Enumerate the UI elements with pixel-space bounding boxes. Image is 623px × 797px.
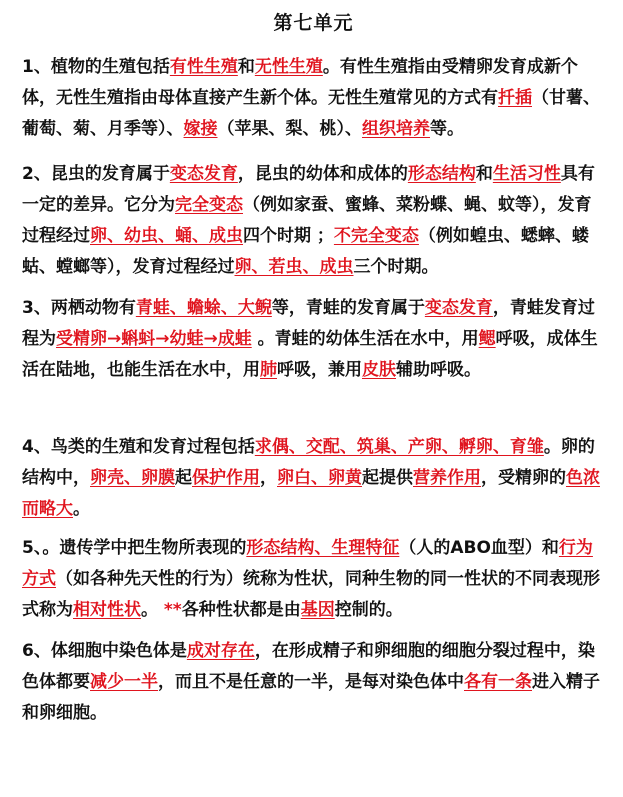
text-segment: 三个时期。 bbox=[353, 257, 439, 277]
text-segment: 控制的。 bbox=[334, 600, 403, 620]
text-segment: （人的ABO血型）和 bbox=[399, 538, 559, 558]
highlighted-term: 营养作用 bbox=[413, 468, 481, 488]
text-segment: ，青蛙发育过程为 bbox=[22, 298, 595, 349]
text-segment: 1、植物的生殖包括 bbox=[22, 57, 170, 77]
highlighted-term: 相对性状 bbox=[73, 600, 141, 620]
highlighted-term: 鳃 bbox=[478, 329, 496, 349]
highlighted-term: 扦插 bbox=[498, 88, 532, 108]
text-segment: ，在形成精子和卵细胞的细胞分裂过程中，染色体都要 bbox=[22, 641, 595, 692]
highlighted-term: 基因 bbox=[300, 600, 335, 620]
highlighted-term: 成对存在 bbox=[186, 641, 255, 661]
paragraph-4 bbox=[22, 432, 605, 525]
highlighted-term: 减少一半 bbox=[90, 672, 158, 692]
text-segment: 辅助呼吸。 bbox=[396, 360, 481, 380]
text-segment: 。卵的结构中， bbox=[22, 437, 595, 488]
text-segment: 2、昆虫的发育属于 bbox=[22, 164, 170, 184]
text-segment: （苹果、梨、桃）、 bbox=[217, 119, 362, 139]
highlighted-term: 嫁接 bbox=[183, 119, 218, 139]
blank-gap bbox=[22, 386, 605, 432]
highlighted-term: 卵、幼虫、蛹、成虫 bbox=[90, 226, 243, 246]
highlighted-term: 卵白、卵黄 bbox=[277, 468, 362, 488]
highlighted-term: 生活习性 bbox=[492, 164, 561, 184]
highlighted-term: 卵壳、卵膜 bbox=[90, 468, 175, 488]
paragraph-2 bbox=[22, 159, 605, 283]
highlighted-term: 无性生殖 bbox=[254, 57, 323, 77]
text-segment: 。 bbox=[73, 499, 90, 519]
paragraph-1 bbox=[22, 52, 605, 145]
highlighted-term: 卵、若虫、成虫 bbox=[234, 257, 354, 277]
highlighted-term: 形态结构、生理特征 bbox=[246, 538, 400, 558]
text-segment: 起 bbox=[175, 468, 192, 488]
text-segment: 具有一定的差异。它分为 bbox=[22, 164, 595, 215]
text-segment: （如各种先天性的行为）统称为性状，同种生物的同一性状的不同表现形式称为 bbox=[22, 569, 600, 620]
text-segment: ，受精卵的 bbox=[481, 468, 566, 488]
text-segment: ， bbox=[260, 468, 277, 488]
paragraph-6 bbox=[22, 636, 605, 729]
highlighted-term: 变态发育 bbox=[169, 164, 238, 184]
highlighted-term: 求偶、交配、筑巢、产卵、孵卵、育雏 bbox=[254, 437, 544, 457]
asterisk-mark: ** bbox=[163, 600, 182, 620]
paragraph-5 bbox=[22, 533, 605, 626]
text-segment: （例如蝗虫、蟋蟀、蝼蛄、螳螂等），发育过程经过 bbox=[22, 226, 589, 277]
text-segment: 。青蛙的幼体生活在水中，用 bbox=[251, 329, 479, 349]
highlighted-term: 受精卵→蝌蚪→幼蛙→成蛙 bbox=[56, 329, 252, 349]
text-segment: ，昆虫的幼体和成体的 bbox=[237, 164, 408, 184]
text-segment: 和 bbox=[237, 57, 255, 77]
text-segment: 起提供 bbox=[362, 468, 413, 488]
highlighted-term: 各有一条 bbox=[464, 672, 532, 692]
text-segment: 。有性生殖指由受精卵发育成新个体，无性生殖指由母体直接产生新个体。无性生殖常见的方式有 bbox=[22, 57, 578, 108]
highlighted-term: 组织培养 bbox=[362, 119, 430, 139]
highlighted-term: 不完全变态 bbox=[333, 226, 419, 246]
text-segment: （例如家蚕、蜜蜂、菜粉蝶、蝇、蚊等），发育过程经过 bbox=[22, 195, 592, 246]
highlighted-term: 有性生殖 bbox=[169, 57, 238, 77]
highlighted-term: 青蛙、蟾蜍、大鲵 bbox=[135, 298, 272, 318]
text-segment: 四个时期 ； bbox=[243, 226, 334, 246]
text-segment: 6、体细胞中染色体是 bbox=[22, 641, 187, 661]
text-segment: 3、两栖动物有 bbox=[22, 298, 136, 318]
text-segment: 各种性状都是由 bbox=[181, 600, 301, 620]
text-segment: 等，青蛙的发育属于 bbox=[271, 298, 425, 318]
highlighted-term: 皮肤 bbox=[362, 360, 396, 380]
text-segment: 呼吸，兼用 bbox=[277, 360, 362, 380]
highlighted-term: 色浓而略大 bbox=[22, 468, 600, 519]
page-title: 第七单元 bbox=[273, 12, 354, 34]
text-segment: 等。 bbox=[430, 119, 464, 139]
text-segment: （甘薯、葡萄、菊、月季等）、 bbox=[22, 88, 600, 139]
text-segment: 4、鸟类的生殖和发育过程包括 bbox=[22, 437, 255, 457]
highlighted-term: 完全变态 bbox=[175, 195, 243, 215]
paragraph-3 bbox=[22, 293, 605, 386]
highlighted-term: 保护作用 bbox=[192, 468, 260, 488]
text-segment: ，而且不是任意的一半，是每对染色体中 bbox=[158, 672, 464, 692]
text-segment: 呼吸，成体生活在陆地，也能生活在水中，用 bbox=[22, 329, 598, 380]
highlighted-term: 肺 bbox=[260, 360, 277, 380]
text-segment: 。 bbox=[141, 600, 164, 620]
text-segment: 进入精子和卵细胞。 bbox=[22, 672, 600, 723]
highlighted-term: 形态结构 bbox=[407, 164, 476, 184]
highlighted-term: 变态发育 bbox=[424, 298, 493, 318]
highlighted-term: 行为方式 bbox=[22, 538, 593, 589]
text-segment: 5、。遗传学中把生物所表现的 bbox=[22, 538, 247, 558]
text-segment: 和 bbox=[475, 164, 493, 184]
